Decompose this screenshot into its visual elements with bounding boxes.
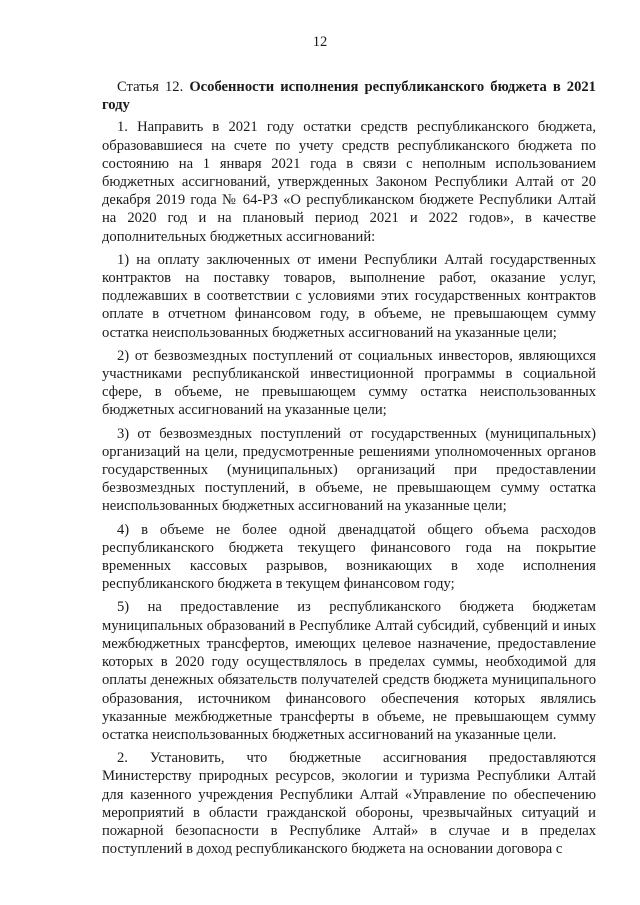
document-body bbox=[102, 78, 596, 863]
paragraph-2: 2. Установить, что бюджетные ассигнования предоставляются Министерству природных ресурсов, экологии и туризма Республики Алтай для казенного учреждения Республики Алтай «Управление по обеспечению мероприятий в области гражданской обороны, чрезвычайных ситуаций и пожарной безопасности в Республике Алтай» в случае и в пределах поступлений в доход республиканского бюджета на основании договора с bbox=[102, 750, 596, 858]
paragraph-item-5: 5) на предоставление из республиканского бюджета бюджетам муниципальных образований в Республике Алтай субсидий, субвенций и иных межбюджетных трансфертов, имеющих целевое назначение, предоставление которых в 2020 году осуществлялось в пределах суммы, необходимой для оплаты денежных обязательств получателей средств бюджета муниципального образования, источником финансового обеспечения которых являлись указанные межбюджетные трансферты в объеме, не превышающем сумму остатка неиспользованных бюджетных ассигнований на указанные цели. bbox=[102, 599, 596, 743]
paragraph-item-3: 3) от безвозмездных поступлений от государственных (муниципальных) организаций на цели, предусмотренные решениями уполномоченных органов государственных (муниципальных) организаций при предоставлении безвозмездных поступлений, в объеме, не превышающем сумму остатка неиспользованных бюджетных ассигнований на указанные цели; bbox=[102, 425, 596, 515]
paragraph-item-2: 2) от безвозмездных поступлений от социальных инвесторов, являющихся участниками республиканской инвестиционной программы в социальной сфере, в объеме, не превышающем сумму остатка неиспользованных бюджетных ассигнований на указанные цели; bbox=[102, 347, 596, 419]
article-title: Особенности исполнения республиканского бюджета в 2021 году bbox=[102, 79, 596, 114]
paragraph-item-4: 4) в объеме не более одной двенадцатой общего объема расходов республиканского бюджета текущего финансового года на покрытие временных кассовых разрывов, возникающих в ходе исполнения республиканского бюджета в текущем финансовом году; bbox=[102, 521, 596, 593]
page-number: 12 bbox=[312, 34, 328, 50]
article-prefix: Статья 12. bbox=[117, 79, 184, 95]
paragraph-1: 1. Направить в 2021 году остатки средств республиканского бюджета, образовавшиеся на счете по учету средств республиканского бюджета по состоянию на 1 января 2021 года в связи с неполным использованием бюджетных ассигнований, утвержденных Законом Республики Алтай от 20 декабря 2019 года № 64-РЗ «О республиканском бюджете Республики Алтай на 2020 год и на плановый период 2021 и 2022 годов», в качестве дополнительных бюджетных ассигнований: bbox=[102, 119, 596, 245]
paragraph-item-1: 1) на оплату заключенных от имени Республики Алтай государственных контрактов на поставку товаров, выполнение работ, оказание услуг, подлежавших в соответствии с условиями этих государственных контрактов оплате в отчетном финансовом году, в объеме, не превышающем сумму остатка неиспользованных бюджетных ассигнований на указанные цели; bbox=[102, 251, 596, 341]
article-heading bbox=[102, 78, 596, 114]
